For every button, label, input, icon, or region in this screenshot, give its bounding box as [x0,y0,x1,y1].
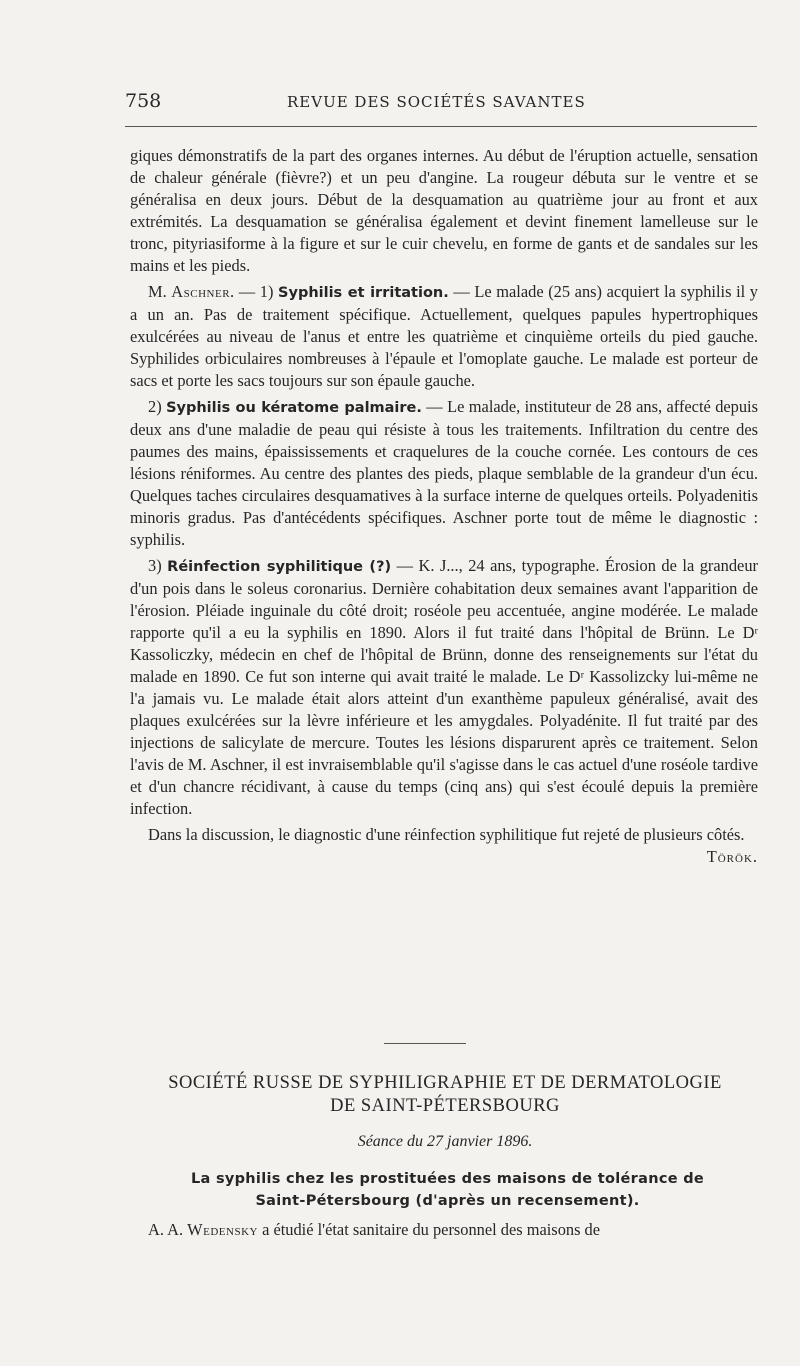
case-body: — Le malade, instituteur de 28 ans, affecté depuis deux ans d'une maladie de peau qui résiste à tous les traitements. Infiltration du centre des paumes des mains, épaississements et craquelures de la couche cornée. Les contours de ces lésions réniformes. Au centre des plantes des pieds, plaque semblable de la grandeur d'un écu. Quelques taches circulaires desquamatives à la surface interne de quelques orteils. Polyadenitis minoris gradus. Pas d'antécédents spécifiques. Aschner porte tout de même le diagnostic : syphilis. [130,397,758,549]
paragraph-discussion [130,824,758,866]
case-number: 2) [148,397,167,416]
discussion-text: Dans la discussion, le diagnostic d'une réinfection syphilitique fut rejeté de plusieurs côtés. [148,825,745,844]
text-fragment: . — 1) [230,282,279,301]
article-title-line-2: Saint-Pétersbourg (d'après un recensement). [255,1193,640,1209]
session-date: Séance du 27 janvier 1896. [357,1133,533,1150]
header-rule [125,126,757,127]
running-title: REVUE DES SOCIÉTÉS SAVANTES [287,93,586,111]
case-title: Réinfection syphilitique (?) [167,559,392,575]
article-title [140,1168,755,1212]
author-name: Aschner [171,282,231,301]
article-opening [148,1220,760,1240]
text-fragment: A. A. [148,1220,188,1239]
body-text [130,145,758,868]
paragraph-aschner-case-2 [130,396,758,551]
case-title: Syphilis et irritation. [278,285,449,301]
paragraph-aschner-case-3 [130,555,758,820]
article-title-line-1: La syphilis chez les prostituées des maisons de tolérance de [190,1171,705,1187]
text-fragment: a étudié l'état sanitaire du personnel des maisons de [257,1220,601,1239]
section-heading [125,1072,765,1118]
case-number: 3) [148,556,168,575]
case-body: — K. J..., 24 ans, typographe. Érosion de la grandeur d'un pois dans le soleus coronarius. Dernière cohabitation deux semaines avant l'apparition de l'érosion. Pléiade inguinale du côté droit; roséole peu accentuée, angine modérée. Le malade rapporte qu'il a eu la syphilis en 1890. Alors il fut traité dans l'hôpital de Brünn. Le Dʳ Kassoliczky, médecin en chef de l'hôpital de Brünn, donne des renseignements sur l'état du malade en 1890. Ce fut son interne qui avait traité le malade. Le Dʳ Kassolizcky lui-même ne l'a jamais vu. Le malade était alors atteint d'un exanthème papuleux généralisé, avait des plaques exulcérées sur la lèvre inférieure et les amygdales. Polyadénite. Il fut traité par des injections de salicylate de mercure. Toutes les lésions disparurent après ce traitement. Selon l'avis de M. Aschner, il est invraisemblable qu'il s'agisse dans le cas actuel d'une roséole tardive et d'un chancre récidivant, à cause du temps (cinq ans) qui s'est écoulé depuis la première infection. [130,556,758,818]
case-title: Syphilis ou kératome palmaire. [166,400,422,416]
page-header [125,90,757,116]
section-title-line-2: DE SAINT-PÉTERSBOURG [330,1096,560,1116]
case-body: — Le malade (25 ans) acquiert la syphilis il y a un an. Pas de traitement spécifique. Actuellement, quelques papules hypertrophiques exulcérées au niveau de l'anus et entre les quatrième et cinquième orteils du pied gauche. Syphilides orbiculaires nombreuses à l'épaule et l'omoplate gauche. Le malade est porteur de sacs et porte les sacs toujours sur son épaule gauche. [130,282,758,390]
text-fragment: M. [148,282,172,301]
signature: Török. [706,847,758,866]
page-number: 758 [125,90,162,112]
author-name: Wedensky [187,1220,258,1239]
paragraph-continuation: giques démonstratifs de la part des organes internes. Au début de l'éruption actuelle, sensation de chaleur générale (fièvre?) et un peu d'angine. La rougeur débuta sur le ventre et se généralisa en deux jours. Début de la desquamation au quatrième jour au front et aux extrémités. La desquamation se généralisa également et devint finement lamelleuse sur le tronc, pityriasiforme à la figure et sur le cuir chevelu, en forme de gants et de sandales sur les mains et les pieds. [130,146,758,275]
section-title-line-1: SOCIÉTÉ RUSSE DE SYPHILIGRAPHIE ET DE DERMATOLOGIE [168,1073,722,1093]
paragraph-aschner-case-1 [130,281,758,392]
section-separator [384,1043,466,1044]
